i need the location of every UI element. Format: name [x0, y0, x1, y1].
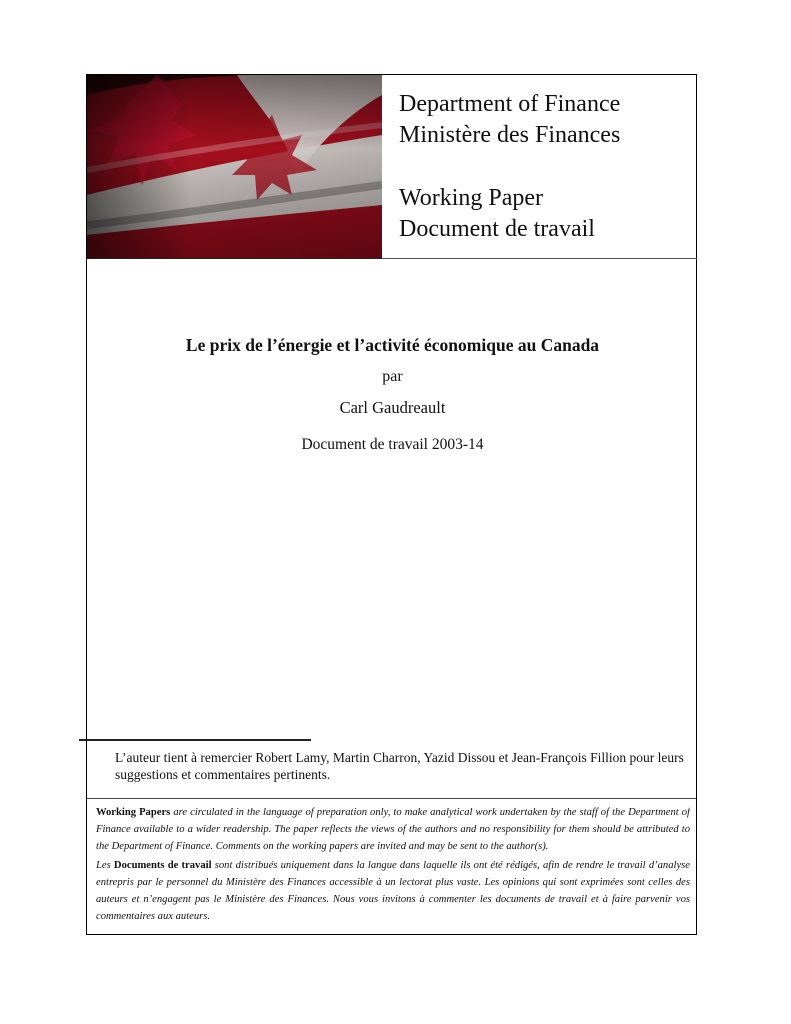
cover-frame — [86, 74, 697, 935]
disclaimer-fr-text: sont distribués uniquement dans la langue dans laquelle ils ont été rédigés, afin de rendre le travail d’analyse entrepris par le personnel du Ministère des Finances accessible à un lectorat plus vaste. Les opinions qui sont exprimées sont celles des auteurs et n’engagent pas le Ministère des Finances. Nous vous invitons à commenter les documents de travail et à faire parvenir vos commentaires aux auteurs. — [96, 860, 690, 922]
series-name-fr: Document de travail — [399, 216, 595, 242]
series-name-en: Working Paper — [399, 185, 544, 211]
disclaimer-fr-lead: Documents de travail — [113, 860, 212, 871]
canadian-flag-image — [87, 75, 382, 259]
disclaimer-en-text: are circulated in the language of preparation only, to make analytical work undertaken by the staff of the Department of Finance available to a wider readership. The paper reflects the views of the authors and no responsibility for them should be attributed to the Department of Finance. Comments on the working papers are invited and may be sent to the author(s). — [96, 807, 690, 852]
author-name: Carl Gaudreault — [339, 398, 446, 417]
header-divider-left — [87, 258, 382, 259]
footnote-separator — [79, 739, 311, 741]
acknowledgement-footnote: L’auteur tient à remercier Robert Lamy, Martin Charron, Yazid Dissou et Jean-François Fillion pour leurs suggestions et commentaires pertinents. — [115, 750, 684, 782]
disclaimer-en — [96, 804, 690, 855]
department-heading — [399, 89, 620, 245]
notice-divider — [87, 798, 696, 799]
disclaimer-en-lead: Working Papers — [96, 807, 171, 818]
paper-title: Le prix de l’énergie et l’activité économique au Canada — [185, 335, 600, 355]
by-label: par — [382, 368, 403, 385]
disclaimer-fr — [96, 857, 690, 925]
department-name-fr: Ministère des Finances — [399, 122, 621, 148]
disclaimer-notice — [96, 804, 690, 925]
department-name-en: Department of Finance — [399, 91, 621, 117]
working-paper-number: Document de travail 2003-14 — [301, 436, 484, 453]
disclaimer-fr-prefix: Les — [96, 860, 114, 871]
header-divider — [382, 258, 697, 259]
